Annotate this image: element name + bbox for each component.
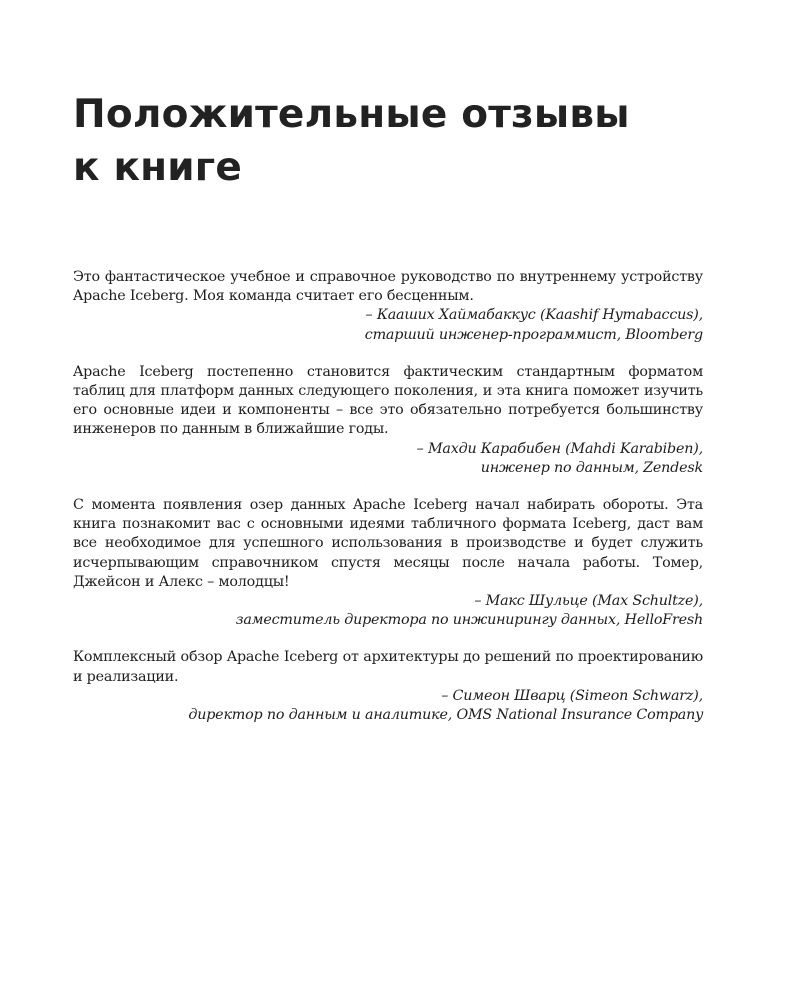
review-author-role: инженер по данным, Zendesk <box>480 459 703 476</box>
review-attribution <box>73 687 703 725</box>
review-text: С момента появления озер данных Apache Iceberg начал набирать обороты. Эта книга познакомит вас с основными идеями табличного формата Iceberg, даст вам все необходимое для успешного использования в производстве и будет служить исчерпывающим справочником спустя месяцы после начала работы. Томер, Джейсон и Алекс – молодцы! <box>73 497 703 590</box>
review-text: Apache Iceberg постепенно становится фактическим стандартным форматом таблиц для платформ данных следующего поколения, и эта книга поможет изучить его основные идеи и компоненты – все это обязательно потребуется большинству инженеров по данным в ближайшие годы. <box>73 363 703 438</box>
review-author: – Симеон Шварц (Simeon Schwarz), <box>441 687 703 704</box>
review-attribution <box>73 592 703 630</box>
review-author: – Кааших Хаймабаккус (Kaashif Hymabaccus), <box>365 307 703 324</box>
page-title-line-1: Положительные отзывы <box>73 92 630 137</box>
review-author-role: старший инженер-программист, Bloomberg <box>364 326 703 343</box>
page-title-line-2: к книге <box>73 145 243 190</box>
review-item <box>73 648 703 725</box>
page-title <box>73 88 713 194</box>
review-item <box>73 363 703 478</box>
review-text: Это фантастическое учебное и справочное руководство по внутреннему устройству Apache Iceberg. Моя команда считает его бесценным. <box>73 269 703 305</box>
reviews-list <box>73 268 703 743</box>
review-text: Комплексный обзор Apache Iceberg от архитектуры до решений по проектированию и реализации. <box>73 649 703 685</box>
review-item <box>73 268 703 345</box>
review-attribution <box>73 306 703 344</box>
review-attribution <box>73 440 703 478</box>
review-item <box>73 496 703 630</box>
review-author: – Махди Карабибен (Mahdi Karabiben), <box>416 440 703 457</box>
review-author: – Макс Шульце (Max Schultze), <box>474 593 703 610</box>
review-author-role: директор по данным и аналитике, OMS National Insurance Company <box>188 707 703 724</box>
review-author-role: заместитель директора по инжинирингу данных, HelloFresh <box>235 612 703 629</box>
